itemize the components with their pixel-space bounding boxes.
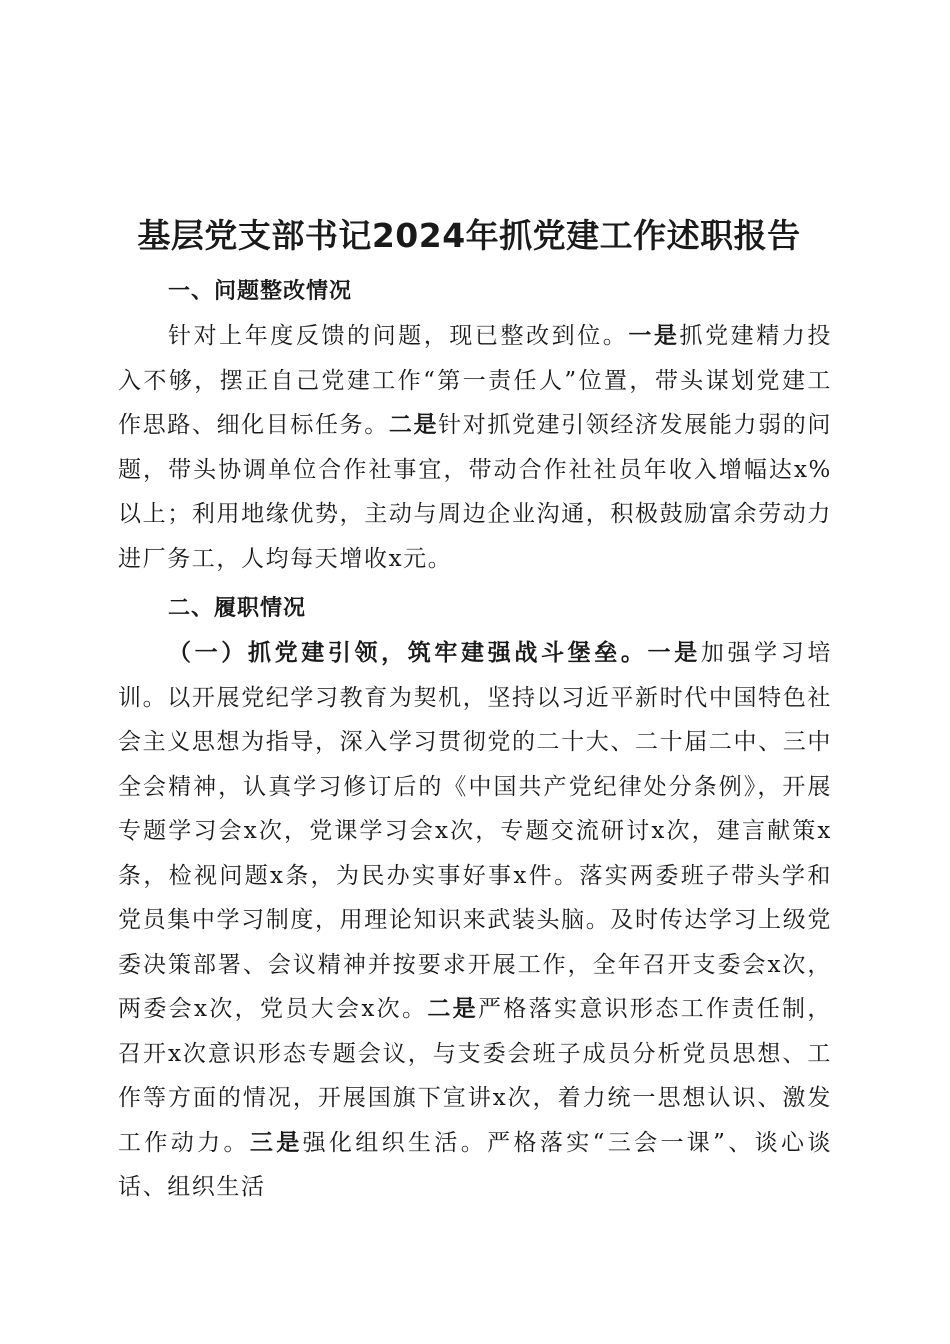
paragraph-intro: 针对上年度反馈的问题，现已整改到位。 [168, 323, 629, 349]
document-page [118, 208, 832, 1210]
paragraph-text: 强化组织生活。严格落实“三会一课”、谈心谈话、组织生活 [118, 1129, 832, 1200]
bold-label-second: 二是 [388, 412, 439, 438]
paragraph-text: 抓党建精力投入不够，摆正自己党建工作“第一责任人”位置，带头谋划党建工作思路、细化目标任务。 [118, 323, 832, 438]
document-title: 基层党支部书记2024年抓党建工作述职报告 [137, 216, 801, 255]
bold-label-first: 一是 [647, 640, 701, 666]
paragraph-text: 加强学习培训。以开展党纪学习教育为契机，坚持以习近平新时代中国特色社会主义思想为指导，深入学习贯彻党的二十大、二十届二中、三中全会精神，认真学习修订后的《中国共产党纪律处分条例》，开展专题学习会x次，党课学习会x次，专题交流研讨x次，建言献策x条，检视问题x条，为民办实事好事x件。落实两委班子带头学和党员集中学习制度，用理论知识来武装头脑。及时传达学习上级党委决策部署、会议精神并按要求开展工作，全年召开支委会x次，两委会x次，党员大会x次。 [118, 640, 833, 1022]
section-heading-duty-performance: 二、履职情况 [168, 596, 307, 621]
paragraph-text: 针对抓党建引领经济发展能力弱的问题，带头协调单位合作社事宜，带动合作社社员年收入增幅达x%以上；利用地缘优势，主动与周边企业沟通，积极鼓励富余劳动力进厂务工，人均每天增收x元。 [118, 412, 832, 572]
bold-label-first: 一是 [628, 323, 680, 349]
paragraph-text: 严格落实意识形态工作责任制，召开x次意识形态专题会议，与支委会班子成员分析党员思想、工作等方面的情况，开展国旗下宣讲x次，着力统一思想认识、激发工作动力。 [118, 996, 832, 1156]
paragraph-party-leadership [118, 631, 832, 1210]
bold-label-third: 三是 [249, 1129, 303, 1156]
subsection-heading: （一）抓党建引领，筑牢建强战斗堡垒。 [168, 640, 648, 666]
paragraph-rectification [118, 314, 832, 581]
bold-label-second: 二是 [427, 996, 479, 1022]
section-heading-problem-rectification: 一、问题整改情况 [168, 279, 353, 304]
